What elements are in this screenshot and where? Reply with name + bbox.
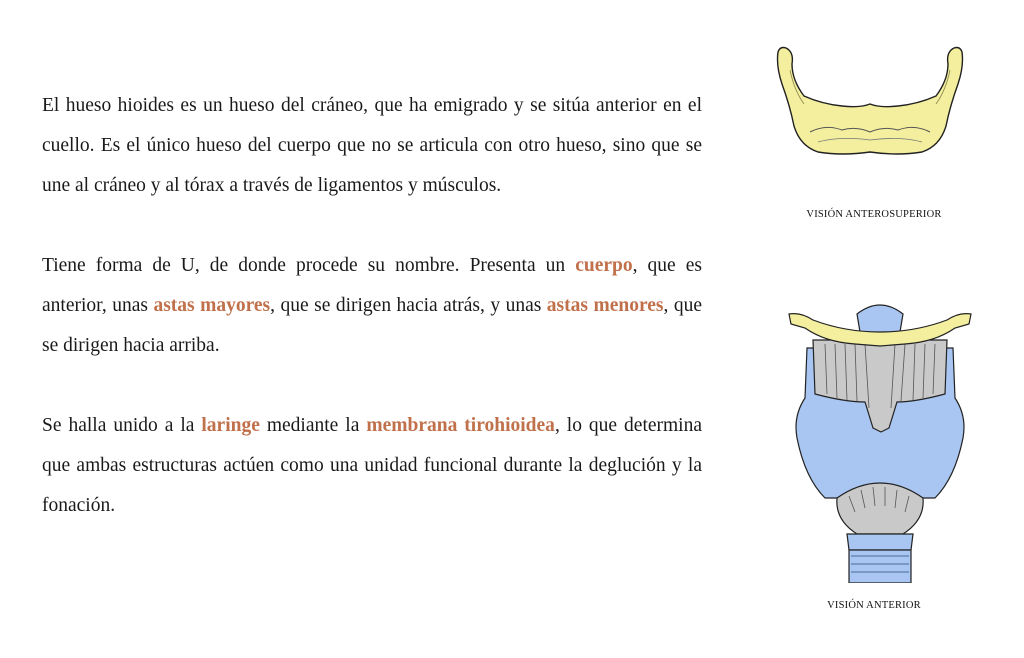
trachea-shape <box>849 550 911 583</box>
hyoid-anterosuperior-illustration <box>770 40 970 200</box>
larynx-anterior-illustration <box>785 298 975 583</box>
paragraph-larynx <box>42 406 702 526</box>
paragraph-text: mediante la <box>259 415 367 436</box>
paragraph-text: Se halla unido a la <box>42 415 202 436</box>
highlighted-term: astas mayores <box>153 295 271 316</box>
paragraph-text: , que se dirigen hacia atrás, y unas <box>270 295 547 316</box>
paragraph-shape <box>42 246 702 366</box>
caption-anterosuperior: VISIÓN ANTEROSUPERIOR <box>806 209 942 220</box>
paragraph-text: , que es anterior, unas <box>42 255 702 316</box>
cricoid-cartilage-shape <box>837 483 923 534</box>
paragraph-text: , lo que determina que ambas estructuras actúen como una unidad funcional durante la deglución y la fonación. <box>42 415 702 516</box>
hyoid-bone-shape <box>778 48 963 155</box>
paragraph-text: , que se dirigen hacia arriba. <box>42 295 703 356</box>
paragraph-text: Tiene forma de U, de donde procede su nombre. Presenta un <box>42 255 576 276</box>
highlighted-term: membrana tirohioidea <box>366 415 555 436</box>
highlighted-term: cuerpo <box>575 255 633 276</box>
text-column <box>42 86 702 566</box>
highlighted-term: astas menores <box>546 295 664 316</box>
paragraph-intro <box>42 86 702 206</box>
paragraph-text: El hueso hioides es un hueso del cráneo, que ha emigrado y se sitúa anterior en el cuello. Es el único hueso del cuerpo que no se articula con otro hueso, sino que se une al cráneo y al tórax a través de ligamentos y músculos. <box>42 95 702 196</box>
caption-anterior: VISIÓN ANTERIOR <box>827 600 921 611</box>
highlighted-term: laringe <box>201 415 260 436</box>
